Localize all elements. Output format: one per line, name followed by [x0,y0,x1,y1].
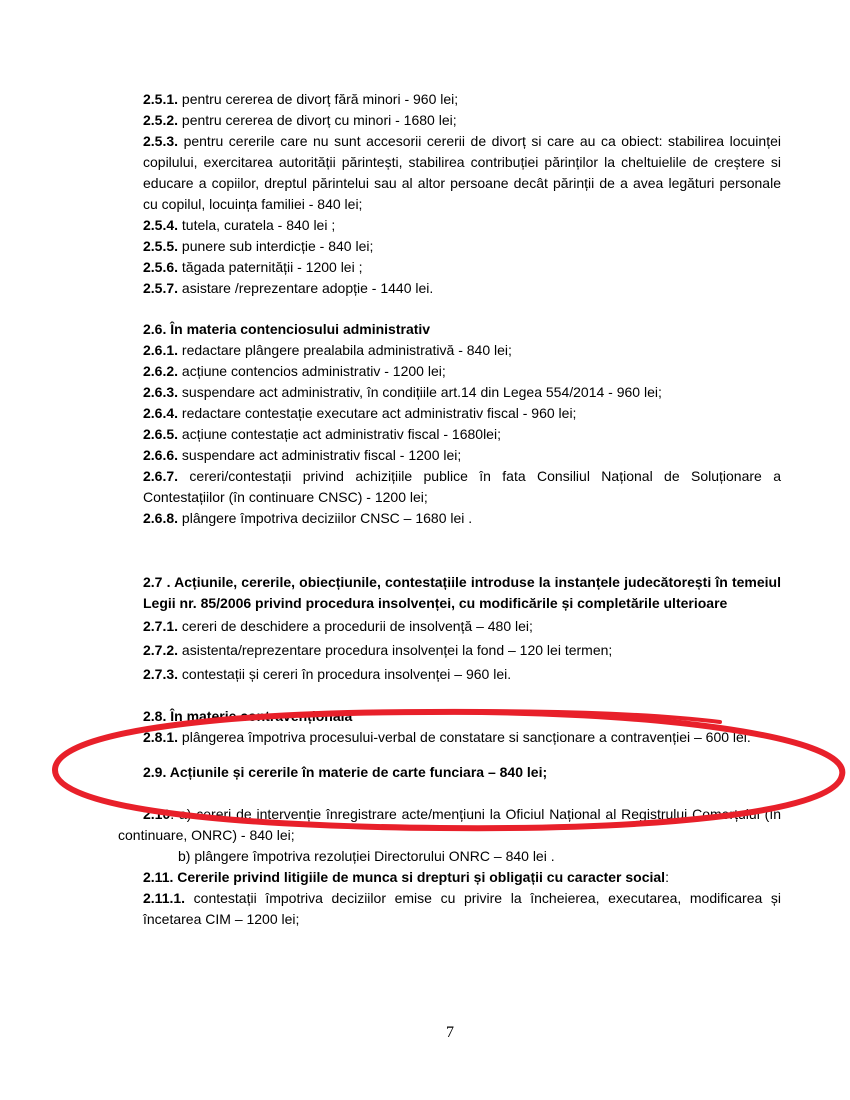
list-item [118,804,781,846]
section-2-5 [143,89,781,299]
list-item [143,257,781,278]
list-item [143,236,781,257]
item-number: 2.6.1. [143,342,179,358]
list-item [143,664,781,685]
item-number: 2.6.6. [143,447,179,463]
item-number: 2.5.1. [143,91,179,107]
item-text: suspendare act administrativ fiscal - 1200 lei; [178,447,462,463]
item-text: pentru cererea de divorț cu minori - 1680 lei; [178,112,457,128]
list-item [143,888,781,930]
section-2-6 [143,319,781,529]
item-text: cereri de deschidere a procedurii de insolvență – 480 lei; [178,618,533,634]
item-text: contestații împotriva deciziilor emise cu privire la încheierea, executarea, modificarea și încetarea CIM – 1200 lei; [143,890,781,927]
list-item [143,445,781,466]
page-number: 7 [446,1024,454,1041]
item-number: 2.5.3. [143,133,179,149]
item-text: pentru cererile care nu sunt accesorii cererii de divorț si care au ca obiect: stabilirea locuinței copilului, exercitarea autorității părintești, stabilirea contribuției părinților la cheltuielile de creștere si educare a copiilor, dreptul părintelui sau al altor persoane decât părinții de a avea legături personale cu copilul, locuința familiei - 840 lei; [143,133,781,212]
section-2-7 [143,572,781,685]
list-item [143,131,781,215]
item-text: cereri/contestații privind achizițiile publice în fata Consiliul Național de Soluționare a Contestațiilor (în continuare CNSC) - 1200 lei; [143,468,781,505]
item-text: redactare contestație executare act administrativ fiscal - 960 lei; [178,405,577,421]
item-text: punere sub interdicție - 840 lei; [178,238,374,254]
list-item [143,361,781,382]
item-number: 2.7.1. [143,618,179,634]
item-number: 2.5.7. [143,280,179,296]
item-number: 2.5.2. [143,112,179,128]
list-item [143,278,781,299]
section-heading: 2.7 . Acțiunile, cererile, obiecțiunile, contestațiile introduse la instanțele judecătorești în temeiul Legii nr. 85/2006 privind procedura insolvenței, cu modificările și completările ulterioare [143,574,781,611]
item-text: plângere împotriva deciziilor CNSC – 1680 lei . [178,510,473,526]
document-body [118,89,781,930]
section-heading [143,867,781,888]
section-2-10 [118,804,781,867]
list-item [143,110,781,131]
item-number: 2.6.7. [143,468,179,484]
list-item [143,640,781,661]
list-item: b) plângere împotriva rezoluției Directorului ONRC – 840 lei . [178,848,555,864]
item-text: acțiune contestație act administrativ fiscal - 1680lei; [178,426,501,442]
list-item [143,340,781,361]
heading-colon: : [665,869,669,885]
item-number: 2.5.4. [143,217,179,233]
section-heading-2-9: 2.9. Acțiunile și cererile în materie de carte funciara – 840 lei; [143,764,548,780]
list-item [143,727,781,748]
heading-text: 2.11. Cererile privind litigiile de munca si drepturi și obligații cu caracter social [143,869,666,885]
item-text: acțiune contencios administrativ - 1200 lei; [178,363,446,379]
item-text: pentru cererea de divorț fără minori - 960 lei; [178,91,459,107]
item-text: asistare /reprezentare adopție - 1440 lei. [178,280,434,296]
item-text: . a) cereri de intervenție înregistrare acte/mențiuni la Oficiul Național al Registrului Comerțului (în continuare, ONRC) - 840 lei; [118,806,781,843]
item-text: asistenta/reprezentare procedura insolvenței la fond – 120 lei termen; [178,642,613,658]
list-item [143,508,781,529]
list-item [143,403,781,424]
item-text: redactare plângere prealabila administrativă - 840 lei; [178,342,512,358]
item-number: 2.11.1. [143,890,186,906]
section-2-11 [143,867,781,930]
item-number: 2.6.8. [143,510,179,526]
item-number: 2.6.2. [143,363,179,379]
item-text: tutela, curatela - 840 lei ; [178,217,336,233]
list-item [143,382,733,403]
list-item [143,89,781,110]
item-number: 2.6.3. [143,384,179,400]
item-number: 2.10 [143,806,171,822]
section-heading: 2.8. În materie contravențională [143,708,353,724]
item-text: suspendare act administrativ, în condițiile art.14 din Legea 554/2014 - 960 lei; [178,384,662,400]
section-heading: 2.6. În materia contenciosului administrativ [143,321,431,337]
list-item [143,424,781,445]
item-number: 2.5.6. [143,259,179,275]
item-text: plângerea împotriva procesului-verbal de constatare si sancționare a contravenției – 600 lei. [178,729,751,745]
item-number: 2.7.2. [143,642,179,658]
list-item [143,215,781,236]
list-item [143,466,781,508]
item-number: 2.6.4. [143,405,179,421]
item-number: 2.6.5. [143,426,179,442]
item-number: 2.8.1. [143,729,179,745]
item-number: 2.7.3. [143,666,179,682]
section-2-8 [143,706,781,748]
list-item [143,616,781,637]
item-text: contestații și cereri în procedura insolvenței – 960 lei. [178,666,512,682]
item-number: 2.5.5. [143,238,179,254]
item-text: tăgada paternității - 1200 lei ; [178,259,363,275]
